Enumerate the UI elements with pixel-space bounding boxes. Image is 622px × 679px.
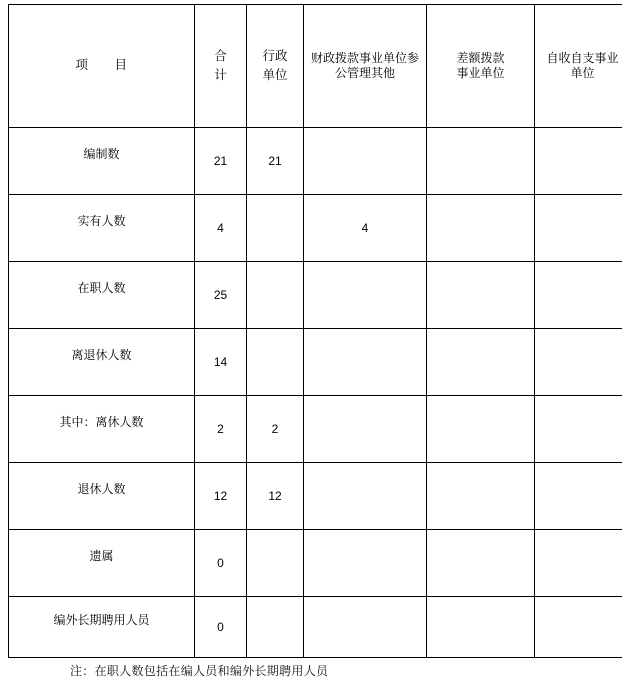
table-row	[9, 396, 622, 463]
cell-admin-unit	[247, 262, 304, 329]
row-label: 编制数	[9, 128, 195, 195]
cell-fiscal-funded-unit	[304, 463, 427, 530]
header-cell-partial-funded-unit	[427, 5, 535, 128]
cell-partial-funded-unit	[427, 597, 535, 658]
cell-self-funded-unit	[535, 128, 622, 195]
table-row	[9, 329, 622, 396]
cell-self-funded-unit	[535, 530, 622, 597]
table-row	[9, 530, 622, 597]
header-cell-item	[9, 5, 195, 128]
cell-total: 2	[195, 396, 247, 463]
cell-total: 4	[195, 195, 247, 262]
cell-total: 0	[195, 530, 247, 597]
table-row	[9, 128, 622, 195]
header-label-total	[195, 47, 246, 85]
cell-fiscal-funded-unit	[304, 329, 427, 396]
row-label: 实有人数	[9, 195, 195, 262]
row-label: 其中：离休人数	[9, 396, 195, 463]
cell-admin-unit	[247, 329, 304, 396]
header-partial-line1: 差额拨款	[427, 51, 534, 66]
cell-total: 0	[195, 597, 247, 658]
table-row	[9, 262, 622, 329]
cell-partial-funded-unit	[427, 463, 535, 530]
cell-partial-funded-unit	[427, 530, 535, 597]
cell-partial-funded-unit	[427, 195, 535, 262]
cell-self-funded-unit	[535, 262, 622, 329]
header-partial-line2: 事业单位	[427, 66, 534, 81]
table-footnote: 注：在职人数包括在编人员和编外长期聘用人员	[70, 662, 622, 679]
header-total-line2: 计	[195, 66, 246, 85]
cell-partial-funded-unit	[427, 262, 535, 329]
cell-total: 12	[195, 463, 247, 530]
cell-fiscal-funded-unit	[304, 597, 427, 658]
cell-partial-funded-unit	[427, 329, 535, 396]
cell-total: 14	[195, 329, 247, 396]
cell-admin-unit	[247, 597, 304, 658]
row-label: 编外长期聘用人员	[9, 597, 195, 658]
cell-self-funded-unit	[535, 463, 622, 530]
cell-partial-funded-unit	[427, 128, 535, 195]
cell-fiscal-funded-unit	[304, 262, 427, 329]
cell-fiscal-funded-unit	[304, 530, 427, 597]
header-self-line1: 自收自支事业	[535, 51, 622, 66]
header-fiscal-line2: 公管理其他	[304, 66, 426, 81]
cell-self-funded-unit	[535, 597, 622, 658]
cell-total: 21	[195, 128, 247, 195]
cell-admin-unit	[247, 530, 304, 597]
header-cell-total	[195, 5, 247, 128]
staffing-table	[8, 4, 622, 658]
table-row	[9, 463, 622, 530]
header-fiscal-line1: 财政拨款事业单位参	[304, 51, 426, 66]
row-label: 遗属	[9, 530, 195, 597]
row-label: 退休人数	[9, 463, 195, 530]
table-row	[9, 597, 622, 658]
header-admin-line2: 单位	[247, 66, 303, 85]
cell-self-funded-unit	[535, 396, 622, 463]
cell-fiscal-funded-unit	[304, 396, 427, 463]
header-label-item: 项 目	[75, 58, 127, 72]
cell-total: 25	[195, 262, 247, 329]
header-cell-admin-unit	[247, 5, 304, 128]
header-label-admin-unit	[247, 47, 303, 85]
row-label: 在职人数	[9, 262, 195, 329]
header-cell-self-funded-unit	[535, 5, 622, 128]
header-cell-fiscal-funded-unit	[304, 5, 427, 128]
table-header-row	[9, 5, 622, 128]
cell-fiscal-funded-unit	[304, 128, 427, 195]
cell-admin-unit	[247, 195, 304, 262]
header-admin-line1: 行政	[247, 47, 303, 66]
cell-partial-funded-unit	[427, 396, 535, 463]
document-page	[0, 4, 622, 658]
row-label: 离退休人数	[9, 329, 195, 396]
table-row	[9, 195, 622, 262]
header-self-line2: 单位	[535, 66, 622, 81]
header-total-line1: 合	[195, 47, 246, 66]
cell-admin-unit: 21	[247, 128, 304, 195]
cell-admin-unit: 2	[247, 396, 304, 463]
cell-self-funded-unit	[535, 195, 622, 262]
cell-admin-unit: 12	[247, 463, 304, 530]
cell-self-funded-unit	[535, 329, 622, 396]
cell-fiscal-funded-unit: 4	[304, 195, 427, 262]
